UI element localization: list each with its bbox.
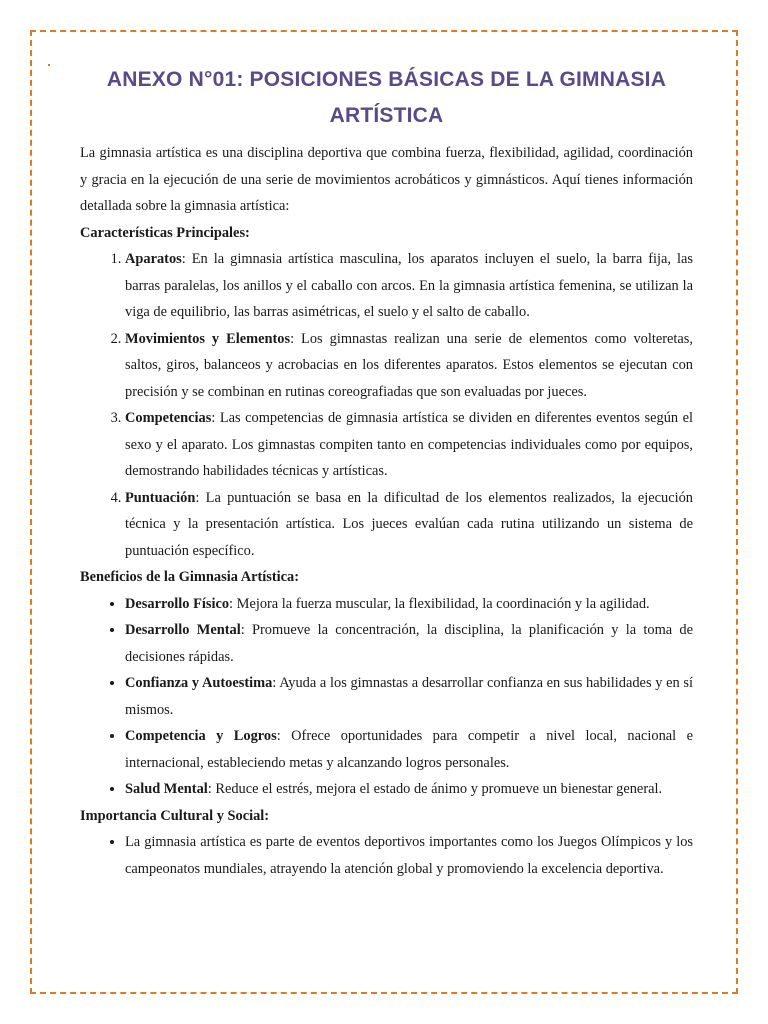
item-term: Desarrollo Físico — [125, 595, 230, 612]
item-term: Competencias — [125, 410, 212, 426]
item-term: Puntuación — [125, 489, 196, 506]
list-item — [125, 670, 693, 723]
list-item — [125, 405, 693, 485]
section-importancia — [80, 803, 693, 883]
bullet-list — [80, 591, 693, 803]
list-item — [125, 326, 693, 406]
document-title: ANEXO N°01: POSICIONES BÁSICAS DE LA GIMNASIA ARTÍSTICA — [106, 68, 667, 127]
section-caracteristicas — [80, 220, 693, 565]
item-term: Confianza y Autoestima — [125, 675, 273, 691]
document-body — [80, 62, 693, 882]
item-text: La gimnasia artística es parte de eventos deportivos importantes como los Juegos Olímpicos y los campeonatos mundiales, atrayendo la atención global y promoviendo la excelencia deportiva. — [125, 834, 693, 877]
item-text: : Las competencias de gimnasia artística se dividen en diferentes eventos según el sexo y el aparato. Los gimnastas compiten tanto en competencias individuales como por equipos, demostrando habilidades técnicas y artísticas. — [125, 410, 693, 479]
section-heading: Beneficios de la Gimnasia Artística: — [80, 569, 300, 585]
item-term: Aparatos — [125, 251, 182, 267]
item-text: : En la gimnasia artística masculina, los aparatos incluyen el suelo, la barra fija, las barras paralelas, los anillos y el caballo con arcos. En la gimnasia artística femenina, se utilizan la viga de equilibrio, las barras asimétricas, el suelo y el salto de caballo. — [125, 251, 693, 320]
item-text: : Los gimnastas realizan una serie de elementos como volteretas, saltos, giros, balanceos y acrobacias en los diferentes aparatos. Estos elementos se ejecutan con precisión y se combinan en rutinas coreografiadas que son evaluadas por jueces. — [125, 330, 693, 400]
list-item — [125, 776, 693, 803]
item-text: : Promueve la concentración, la disciplina, la planificación y la toma de decisiones rápidas. — [125, 622, 693, 665]
intro-paragraph: La gimnasia artística es una disciplina deportiva que combina fuerza, flexibilidad, agilidad, coordinación y gracia en la ejecución de una serie de movimientos acrobáticos y gimnásticos. Aquí tienes información detallada sobre la gimnasia artística: — [80, 145, 693, 214]
item-text: : La puntuación se basa en la dificultad de los elementos realizados, la ejecución técnica y la presentación artística. Los jueces evalúan cada rutina utilizando un sistema de puntuación específico. — [125, 489, 693, 559]
list-item — [125, 591, 693, 618]
item-text: : Ofrece oportunidades para competir a nivel local, nacional e internacional, estableciendo metas y alcanzando logros personales. — [125, 728, 693, 771]
list-item — [125, 829, 693, 882]
item-term: Salud Mental — [125, 781, 208, 797]
item-text: : Reduce el estrés, mejora el estado de ánimo y promueve un bienestar general. — [207, 781, 663, 797]
list-item — [125, 723, 693, 776]
item-text: : Ayuda a los gimnastas a desarrollar confianza en sus habilidades y en sí mismos. — [125, 675, 693, 718]
section-beneficios — [80, 564, 693, 803]
decorative-dot — [48, 64, 50, 66]
item-term: Movimientos y Elementos — [125, 330, 291, 347]
item-text: : Mejora la fuerza muscular, la flexibilidad, la coordinación y la agilidad. — [229, 595, 650, 612]
section-heading: Características Principales: — [80, 224, 250, 241]
item-term: Desarrollo Mental — [125, 622, 241, 638]
bullet-list — [80, 829, 693, 882]
item-term: Competencia y Logros — [125, 728, 277, 744]
list-item — [125, 485, 693, 565]
ordered-list — [80, 246, 693, 564]
list-item — [125, 617, 693, 670]
list-item — [125, 246, 693, 326]
section-heading: Importancia Cultural y Social: — [80, 807, 270, 824]
